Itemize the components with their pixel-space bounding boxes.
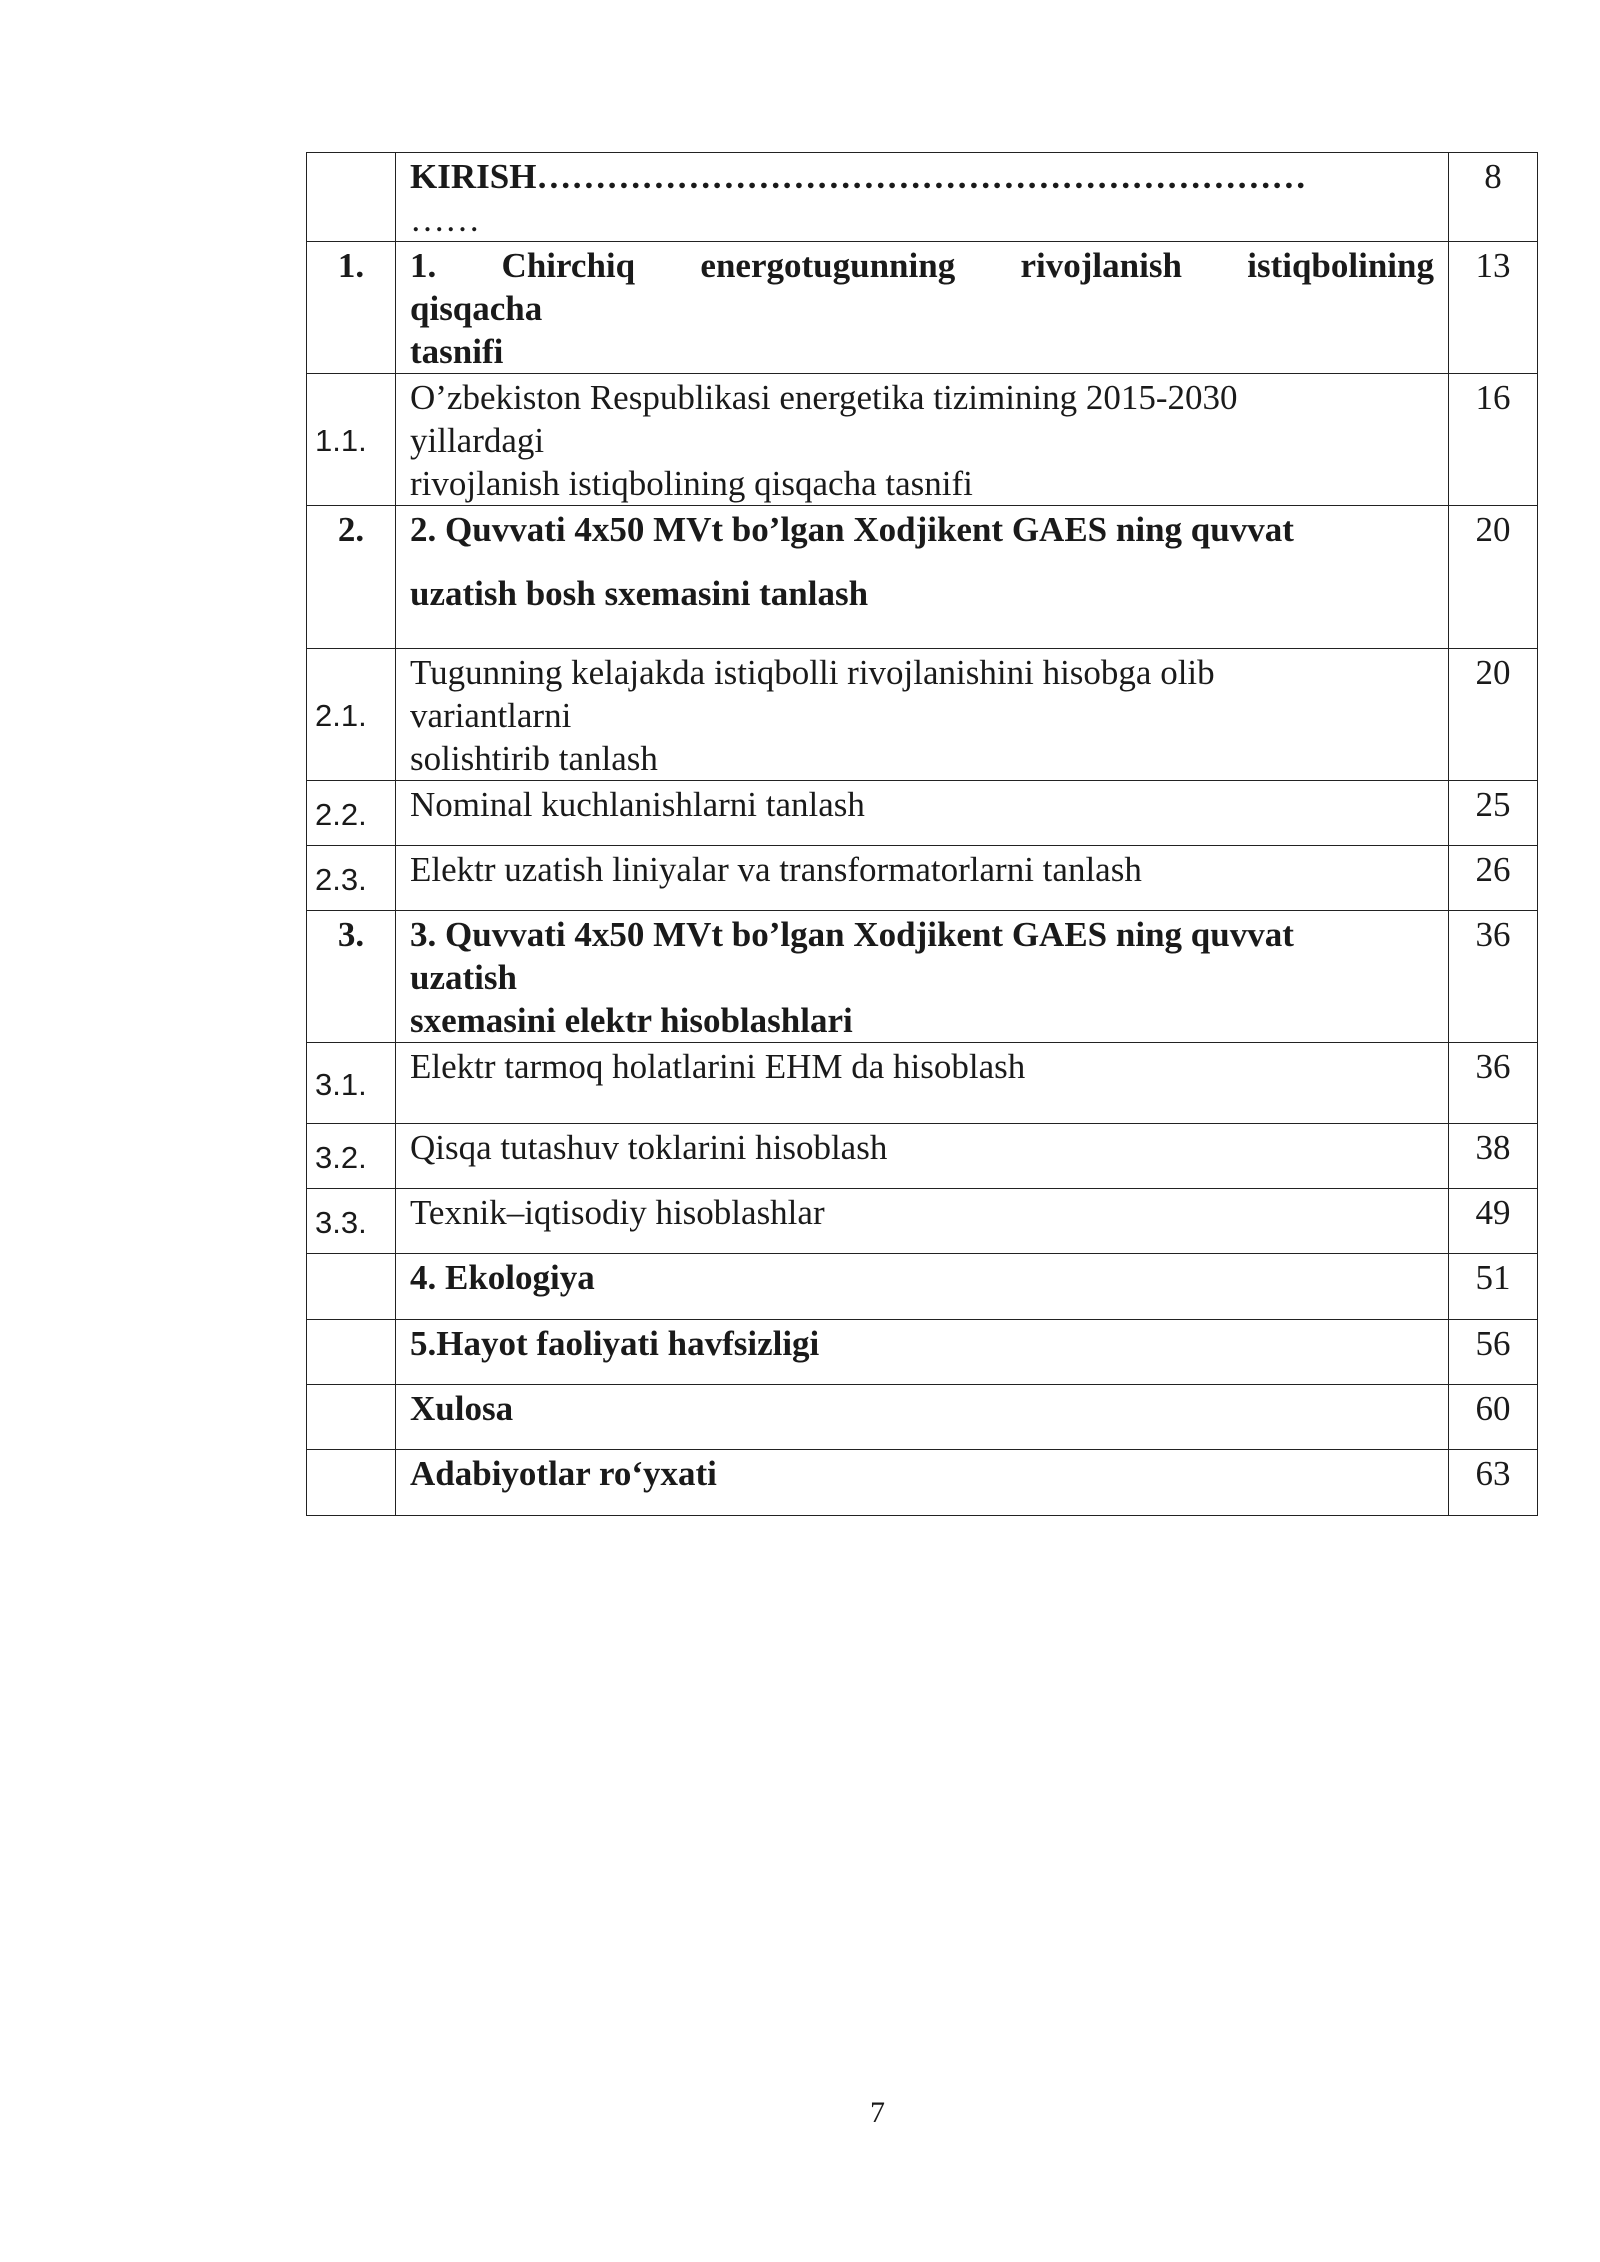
toc-title-line (410, 155, 1434, 198)
toc-title (396, 846, 1449, 911)
toc-number (307, 1320, 396, 1385)
toc-title-line: variantlarni (410, 696, 572, 735)
toc-title (396, 1320, 1449, 1385)
toc-row (307, 374, 1538, 506)
toc-number (307, 153, 396, 242)
toc-title-line: 2. Quvvati 4x50 MVt bo’lgan Xodjikent GAES ning quvvat (410, 510, 1294, 549)
toc-title (396, 1124, 1449, 1189)
toc-title-line: Texnik–iqtisodiy hisoblashlar (410, 1193, 825, 1232)
toc-page-number: 25 (1449, 781, 1538, 846)
toc-page-number: 63 (1449, 1450, 1538, 1516)
toc-number (307, 1450, 396, 1516)
toc-number: 3.1. (307, 1043, 396, 1124)
toc-number (307, 1254, 396, 1320)
toc-row (307, 1124, 1538, 1189)
toc-title-line: solishtirib tanlash (410, 739, 658, 778)
toc-page-number: 38 (1449, 1124, 1538, 1189)
toc-number: 1.1. (307, 374, 396, 506)
toc-row (307, 1189, 1538, 1254)
toc-title (396, 506, 1449, 649)
toc-title (396, 781, 1449, 846)
toc-title-line: Adabiyotlar ro‘yxati (410, 1454, 717, 1493)
toc-title (396, 1254, 1449, 1320)
toc-title-line: sxemasini elektr hisoblashlari (410, 1001, 853, 1040)
toc-number: 1. (307, 242, 396, 374)
table-of-contents (306, 152, 1538, 1516)
toc-number: 3. (307, 911, 396, 1043)
toc-page-number: 20 (1449, 649, 1538, 781)
toc-title (396, 242, 1449, 374)
toc-row (307, 153, 1538, 242)
toc-number: 2. (307, 506, 396, 649)
toc-page-number: 20 (1449, 506, 1538, 649)
toc-page-number: 51 (1449, 1254, 1538, 1320)
toc-row (307, 242, 1538, 374)
toc-title (396, 1450, 1449, 1516)
toc-number: 2.3. (307, 846, 396, 911)
toc-page-number: 56 (1449, 1320, 1538, 1385)
toc-page-number: 8 (1449, 153, 1538, 242)
toc-title (396, 153, 1449, 242)
toc-title (396, 1385, 1449, 1450)
toc-page-number: 49 (1449, 1189, 1538, 1254)
toc-row (307, 781, 1538, 846)
toc-row (307, 1385, 1538, 1450)
toc-title-line: 3. Quvvati 4x50 MVt bo’lgan Xodjikent GAES ning quvvat (410, 915, 1294, 954)
toc-title-line: Tugunning kelajakda istiqbolli rivojlanishini hisobga olib (410, 653, 1215, 692)
toc-page-number: 13 (1449, 242, 1538, 374)
toc-title-line: Xulosa (410, 1389, 514, 1428)
toc-number: 2.2. (307, 781, 396, 846)
toc-title (396, 374, 1449, 506)
toc-title-line: 1. Chirchiq energotugunning rivojlanish istiqbolining (410, 246, 1434, 285)
toc-title-line: qisqacha (410, 289, 543, 328)
toc-title-line: Elektr tarmoq holatlarini EHM da hisoblash (410, 1047, 1026, 1086)
toc-row (307, 911, 1538, 1043)
toc-row (307, 846, 1538, 911)
toc-title-line: O’zbekiston Respublikasi energetika tizimining 2015-2030 (410, 378, 1238, 417)
toc-title-line: 5.Hayot faoliyati havfsizligi (410, 1324, 820, 1363)
toc-title-line: tasnifi (410, 332, 504, 371)
toc-page-number: 16 (1449, 374, 1538, 506)
toc-page-number: 60 (1449, 1385, 1538, 1450)
toc-title-line: Nominal kuchlanishlarni tanlash (410, 785, 865, 824)
toc-title-line: uzatish (410, 958, 517, 997)
toc-title-line: uzatish bosh sxemasini tanlash (410, 574, 869, 613)
toc-row (307, 1254, 1538, 1320)
toc-title-line: 4. Ekologiya (410, 1258, 595, 1297)
toc-page-number: 36 (1449, 911, 1538, 1043)
toc-page-number: 26 (1449, 846, 1538, 911)
toc-title (396, 649, 1449, 781)
toc-row (307, 649, 1538, 781)
toc-title (396, 911, 1449, 1043)
toc-title-line: …… (410, 200, 480, 239)
toc-title-line: yillardagi (410, 421, 545, 460)
toc-number: 2.1. (307, 649, 396, 781)
toc-number: 3.3. (307, 1189, 396, 1254)
toc-row (307, 1043, 1538, 1124)
toc-page-number: 36 (1449, 1043, 1538, 1124)
toc-title-line: Qisqa tutashuv toklarini hisoblash (410, 1128, 888, 1167)
toc-row (307, 506, 1538, 649)
toc-number (307, 1385, 396, 1450)
toc-title (396, 1043, 1449, 1124)
page-number: 7 (870, 2096, 885, 2129)
toc-title-line: Elektr uzatish liniyalar va transformatorlarni tanlash (410, 850, 1142, 889)
toc-title-line: rivojlanish istiqbolining qisqacha tasnifi (410, 464, 973, 503)
toc-row (307, 1450, 1538, 1516)
kirish-label: KIRISH………………………………………………………… (410, 157, 1307, 196)
toc-title (396, 1189, 1449, 1254)
toc-row (307, 1320, 1538, 1385)
toc-number: 3.2. (307, 1124, 396, 1189)
